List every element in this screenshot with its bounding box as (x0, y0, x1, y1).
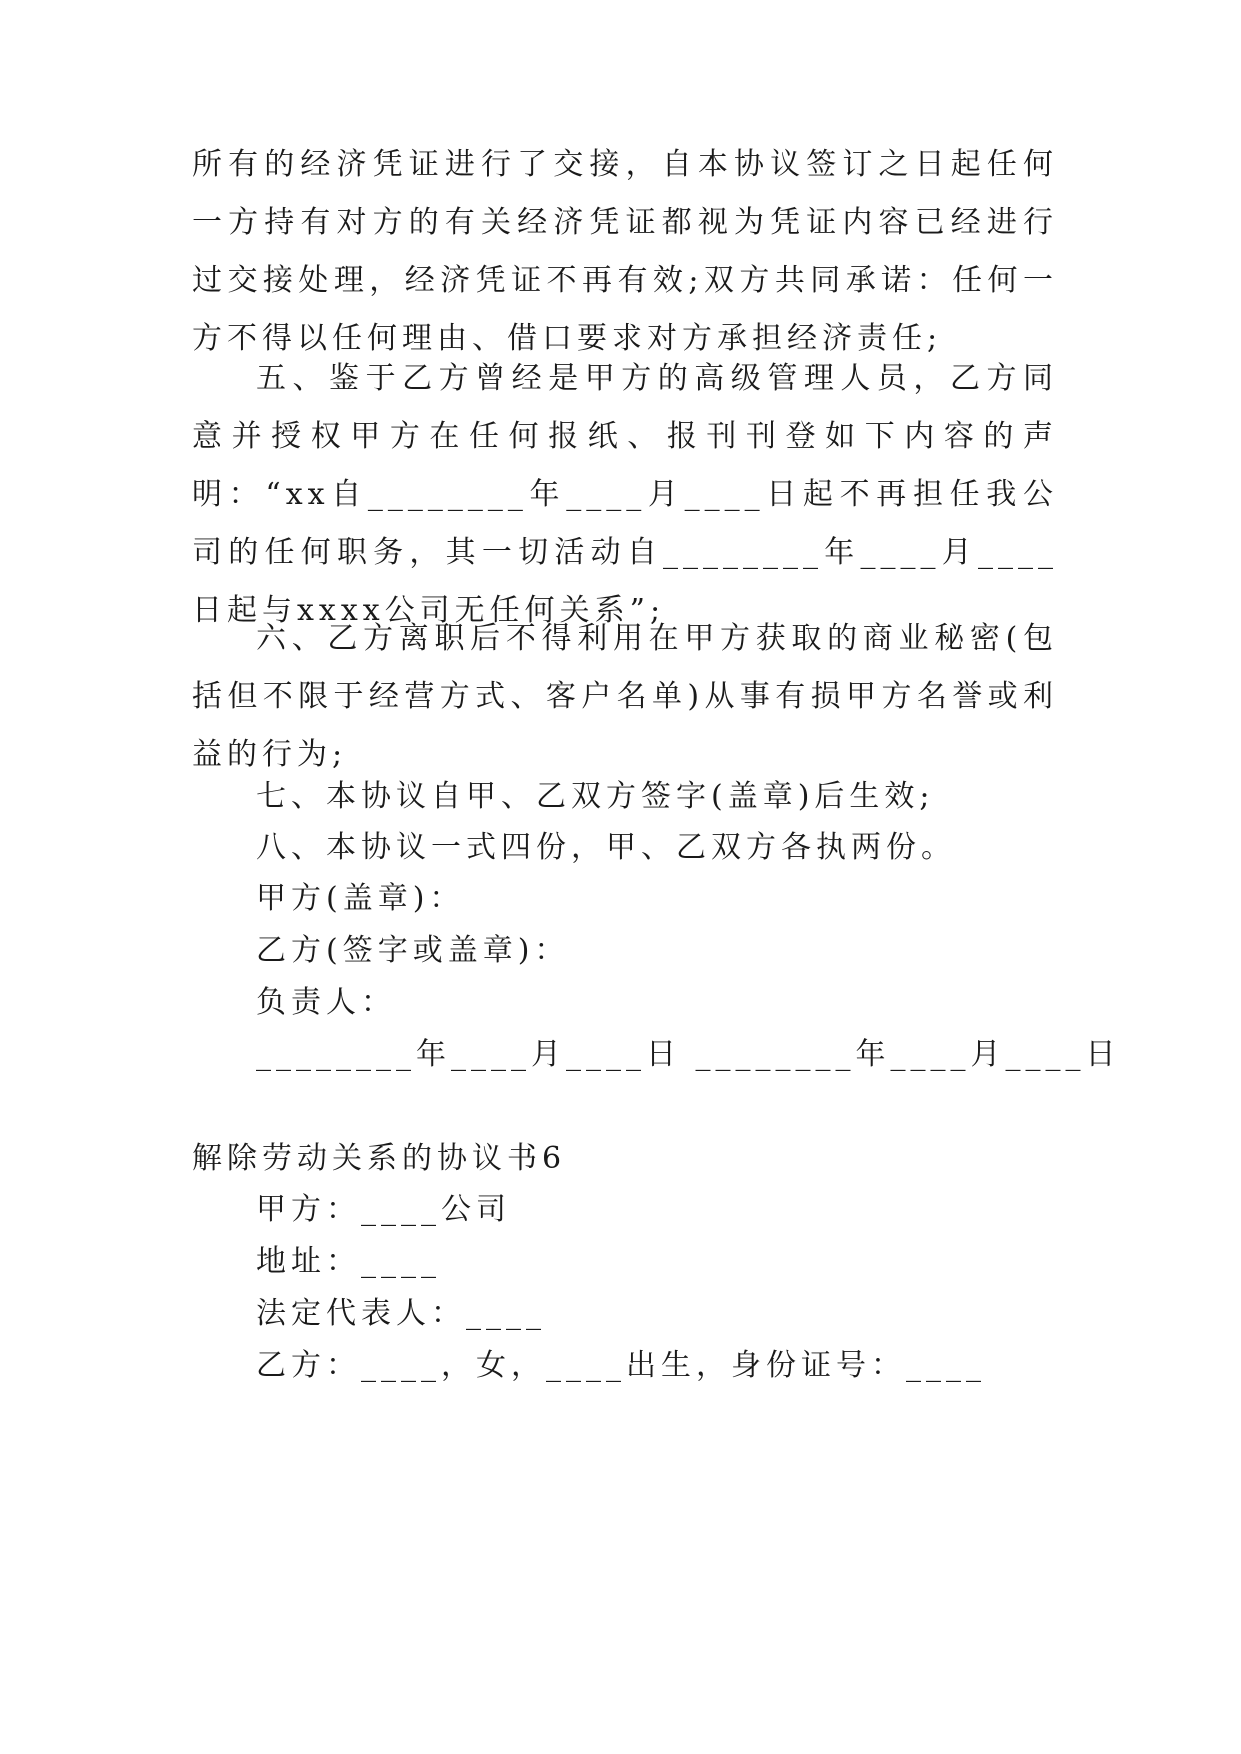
legal-representative-line: 法定代表人：____ (256, 1296, 546, 1331)
party-a-seal-label: 甲方(盖章)： (256, 881, 465, 916)
paragraph-six: 六、乙方离职后不得利用在甲方获取的商业秘密(包括但不限于经营方式、客户名单)从事有损甲方名誉或利益的行为; (192, 621, 1058, 772)
section-title: 解除劳动关系的协议书6 (192, 1141, 567, 1176)
party-b-sign-label: 乙方(签字或盖章)： (256, 933, 570, 968)
paragraph-continuation: 所有的经济凭证进行了交接，自本协议签订之日起任何一方持有对方的有关经济凭证都视为凭证内容已经进行过交接处理，经济凭证不再有效;双方共同承诺：任何一方不得以任何理由、借口要求对方承担经济责任; (192, 147, 1058, 356)
paragraph-eight: 八、本协议一式四份，甲、乙双方各执两份。 (256, 830, 956, 865)
signature-date-line: ________年____月____日 ________年____月____日 (256, 1037, 1121, 1072)
person-in-charge-label: 负责人： (256, 985, 396, 1020)
paragraph-seven: 七、本协议自甲、乙双方签字(盖章)后生效; (256, 779, 935, 814)
address-line: 地址：____ (256, 1244, 441, 1279)
paragraph-five: 五、鉴于乙方曾经是甲方的高级管理人员，乙方同意并授权甲方在任何报纸、报刊刊登如下内容的声明：“xx自________年____月____日起不再担任我公司的任何职务，其一切活动自________年____月____日起与xxxx公司无任何关系”; (192, 361, 1058, 628)
party-a-line: 甲方：____公司 (256, 1192, 511, 1227)
party-b-line: 乙方：____，女，____出生，身份证号：____ (256, 1348, 986, 1383)
